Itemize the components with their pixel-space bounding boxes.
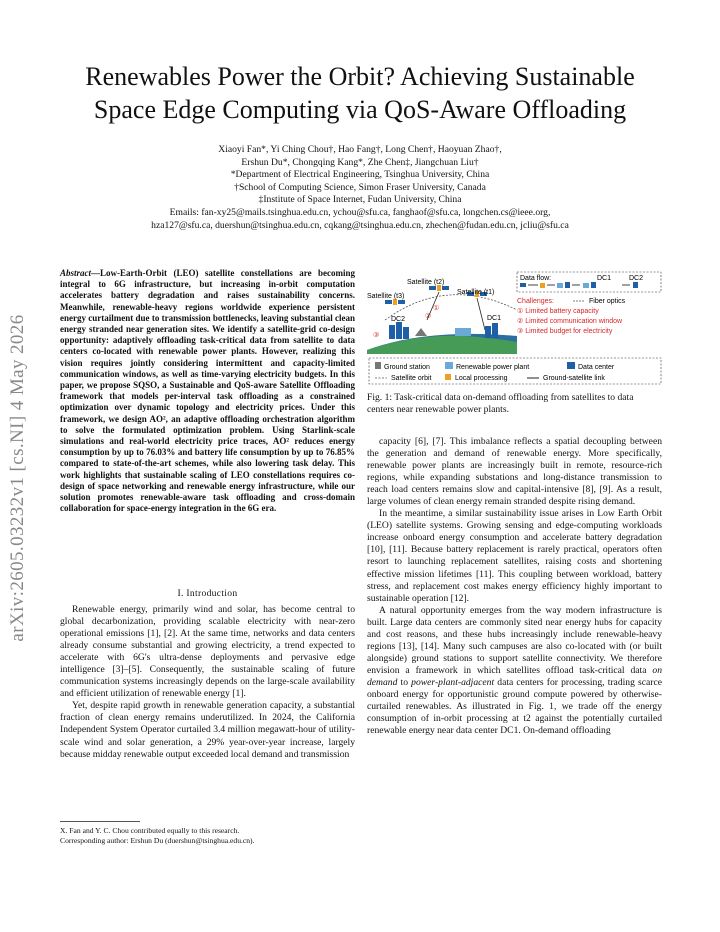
- right-paragraph-1: capacity [6], [7]. This imbalance reflects a spatial decoupling between the generation and demand of renewable energy. More specifically, renewable power plants are increasingly built in remote, resource-rich regions, while expanding substations and long-distance transmission to reach load centers remains slow and capital-intensive [8], [9]. As a result, large volumes of clean energy remain stranded despite rising demand.: [367, 436, 662, 508]
- right-column-text: [367, 436, 662, 737]
- footnote: [60, 826, 355, 845]
- affiliation-1: *Department of Electrical Engineering, Tsinghua University, China: [230, 169, 490, 181]
- marker-1: ①: [433, 305, 440, 312]
- footnote-line-1: X. Fan and Y. C. Chou contributed equally to this research.: [60, 826, 240, 835]
- affiliation-2: †School of Computing Science, Simon Fraser University, Canada: [234, 181, 486, 193]
- challenge-2: ② Limited communication window: [517, 318, 623, 325]
- label-satellite-t2: Satellite (t2): [407, 279, 445, 286]
- legend-ground-station: Ground station: [384, 364, 430, 371]
- p3-part-a: A natural opportunity emerges from the way modern infrastructure is built. Large data centers are commonly sited near energy hubs for capacity and cost reasons, and these hubs increasingly include renewable-heavy regions [13], [14]. Many such campuses are also co-located with (or built alongside) ground stations to support satellite connectivity. We therefore envision a framework in which satellites offload task-critical data: [367, 604, 662, 676]
- right-paragraph-2: In the meantime, a similar sustainability issue arises in Low Earth Orbit (LEO) satellite systems. Growing sensing and edge-computing workloads increase onboard energy consumption and accelerate battery degradation [10], [11]. Because battery replacement is rarely practical, operators often resort to launching replacement satellites, raising costs and shortening effective mission lifetimes [11]. This coupling between workload, battery stress, and replacement cost makes energy efficiency highly important to sustainable operation [12].: [367, 508, 662, 604]
- paper-title: [40, 60, 680, 126]
- title-line-2: Space Edge Computing via QoS-Aware Offloading: [93, 95, 627, 124]
- data-flow-icons: [520, 282, 638, 288]
- author-names-1: Xiaoyi Fan*, Yi Ching Chou†, Hao Fang†, Long Chen†, Haoyuan Zhao†,: [218, 144, 502, 155]
- p3-emphasis-on-demand: on demand: [367, 664, 662, 688]
- p3-part-b: to: [397, 676, 412, 688]
- figure-1: [367, 270, 663, 386]
- fiber-optics-label: Fiber optics: [589, 298, 626, 305]
- abstract-lead: Abstract: [60, 268, 92, 278]
- intro-text: [60, 604, 355, 761]
- label-dc1: DC1: [487, 315, 502, 322]
- legend-local-icon: [445, 374, 451, 380]
- legend-local: Local processing: [455, 375, 508, 382]
- abstract-text: —Low-Earth-Orbit (LEO) satellite constellations are becoming integral to 6G infrastructure, but increasing in-orbit computation accelerates battery degradation and raises sustainability concerns. Meanwhile, renewable-heavy regions worldwide experience persistent energy curtailment due to transmission bottlenecks, leaving substantial clean energy stranded near generation sites. We identify a satellite-grid co-design opportunity: adaptively offloading task-critical data from satellite to data centers co-located with renewable power plants. However, realizing this vision requires jointly considering intermittent and capacity-limited communication windows, as well as time-varying electricity budgets. In this paper, we propose SQSO, a Sustainable and QoS-aware Satellite Offloading framework that models per-interval task offloading as a constrained optimization over dynamic topology and electricity prices. Under this framework, we design AO², an adaptive offloading orchestration algorithm to solve the formulated optimization problem. Using Starlink-scale simulations and real-world electricity price traces, AO² reduces energy consumption by up to 76.03% and battery life consumption by up to 76.85% compared to state-of-the-art schemes, while also lowering task delay. This work highlights that sustainable scaling of LEO constellations requires co-design of space networking and renewable energy infrastructure, while our solution promotes renewable-aware task offloading and cross-domain collaboration for space-energy integration in the 6G era.: [60, 268, 355, 514]
- label-satellite-t1: Satellite (t1): [457, 289, 495, 296]
- author-names-2: Ershun Du*, Chongqing Kang*, Zhe Chen‡, Jiangchuan Liu†: [241, 156, 479, 168]
- intro-paragraph-1: Renewable energy, primarily wind and solar, has become central to global decarbonization, providing scalable electricity with near-zero operational emissions [1], [2]. At the same time, networks and data centers already consume substantial and growing electricity, a trend expected to accelerate with 6G's ultra-dense deployments and pervasive edge intelligence [3]–[5]. Consequently, the sustainable scaling of future communication systems increasingly depends on the large-scale availability and efficient utilization of renewable energy [1].: [60, 604, 355, 700]
- ground-station-icon: [415, 328, 427, 336]
- right-paragraph-3: [367, 605, 662, 738]
- emails-2: hza127@sfu.ca, duershun@tsinghua.edu.cn, cqkang@tsinghua.edu.cn, zhechen@fudan.edu.cn, jcliu@sfu.ca: [151, 219, 569, 231]
- challenges-label: Challenges:: [517, 298, 554, 305]
- marker-3: ③: [373, 332, 380, 339]
- arxiv-stamp: arXiv:2605.03232v1 [cs.NI] 4 May 2026: [7, 314, 28, 642]
- legend-datacenter: Data center: [578, 364, 615, 371]
- abstract: [60, 268, 355, 514]
- legend-renewable-icon: [445, 362, 453, 369]
- legend-datacenter-icon: [567, 362, 575, 369]
- section-heading-introduction: I. Introduction: [177, 588, 238, 599]
- p3-part-c: data centers for processing, trading scarce onboard energy for opportunistic ground compute powered by otherwise-curtailed renewables. As illustrated in Fig. 1, we trade off the energy consumption of in-orbit processing at t2 against the potentially curtailed renewable energy near data center DC1. On-demand offloading: [367, 676, 662, 737]
- footnote-line-2: Corresponding author: Ershun Du (duershun@tsinghua.edu.cn).: [60, 835, 255, 845]
- renewable-plant-icon: [455, 328, 471, 336]
- challenge-1: ① Limited battery capacity: [517, 308, 599, 315]
- author-block: [40, 144, 680, 232]
- legend-dc1: DC1: [597, 275, 612, 282]
- title-line-1: Renewables Power the Orbit? Achieving Sustainable: [85, 62, 635, 91]
- marker-2: ②: [425, 313, 432, 320]
- ground-satellite-link-2: [477, 298, 485, 330]
- intro-paragraph-2: Yet, despite rapid growth in renewable generation capacity, a substantial fraction of clean energy remains underutilized. In 2024, the California Independent System Operator curtailed 3.4 million megawatt-hour of utility-scale wind and solar generation, a 29% year-over-year increase, largely because midday renewable output exceeded local demand and transmission: [60, 700, 355, 760]
- legend-orbit: Satellite orbit: [391, 375, 432, 382]
- legend-link: Ground-satellite link: [543, 375, 605, 382]
- legend-renewable: Renewable power plant: [456, 364, 530, 371]
- legend-data-flow: Data flow:: [520, 275, 552, 282]
- legend-dc2: DC2: [629, 275, 644, 282]
- label-satellite-t3: Satellite (t3): [367, 293, 405, 300]
- label-dc2: DC2: [391, 316, 406, 323]
- p3-emphasis-power-plant: power-plant-adjacent: [411, 676, 495, 688]
- legend-ground-station-icon: [375, 362, 381, 369]
- challenge-3: ③ Limited budget for electricity: [517, 328, 613, 335]
- affiliation-3: ‡Institute of Space Internet, Fudan University, China: [258, 194, 462, 206]
- figure-1-caption: Fig. 1: Task-critical data on-demand offloading from satellites to data centers near renewable power plants.: [367, 392, 634, 416]
- footnote-rule: [60, 821, 140, 822]
- emails-1: Emails: fan-xy25@mails.tsinghua.edu.cn, ychou@sfu.ca, fanghaof@sfu.ca, longchen.cs@ieee.org,: [169, 206, 551, 218]
- datacenter-dc2-icon: [389, 322, 409, 339]
